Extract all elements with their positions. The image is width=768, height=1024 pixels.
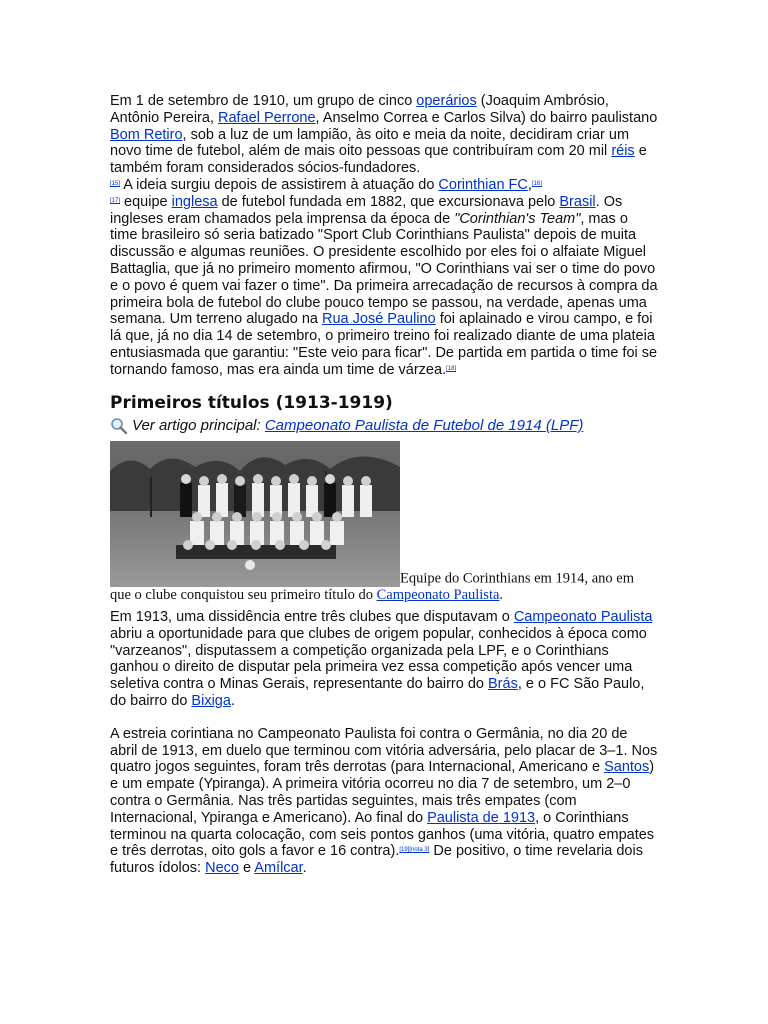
main-article-label: Ver artigo principal:: [132, 417, 261, 435]
link-neco[interactable]: Neco: [205, 860, 239, 877]
magnifier-icon: [110, 417, 128, 435]
text: , o Corinthians terminou na quarta colocação, com seis pontos ganhos (uma vitória, quatro empates e três derrotas, oito gols a favor e 16 contra).: [110, 809, 655, 860]
text: equipe: [120, 193, 172, 210]
photo-caption: Equipe do Corinthians em 1914, ano em que o clube conquistou seu primeiro título do: [110, 570, 634, 603]
text: . Os ingleses eram chamados pela imprensa da época de: [110, 193, 623, 227]
text: , sob a luz de um lampião, às oito e meia da noite, decidiram criar um novo time de futebol, além de mais oito pessoas que contribuíram com 20 mil: [110, 126, 630, 160]
link-rua-jose-paulino[interactable]: Rua José Paulino: [322, 311, 436, 328]
link-bixiga[interactable]: Bixiga: [191, 693, 231, 710]
text: A ideia surgiu depois de assistirem à atuação do: [120, 176, 439, 193]
text: e: [238, 860, 255, 877]
link-brasil[interactable]: Brasil: [559, 193, 596, 210]
reference-16[interactable]: [16]: [531, 180, 542, 187]
link-santos[interactable]: Santos: [604, 759, 650, 776]
reference-15[interactable]: [15]: [110, 180, 121, 187]
section-heading: Primeiros títulos (1913-1919): [110, 392, 393, 413]
text: e também foram considerados sócios-fundadores.: [110, 143, 647, 177]
main-article-link[interactable]: Campeonato Paulista de Futebol de 1914 (LPF): [264, 417, 584, 435]
emphasis-text: "Corinthian's Team": [454, 210, 581, 227]
reference-17[interactable]: [17]: [110, 197, 121, 204]
text: foi aplainado e virou campo, e foi lá que, já no dia 14 de setembro, o primeiro treino foi realizado diante de uma plateia entusiasmada que garantiu: "Este veio para ficar". De partida em partida o time foi se tornando famoso, mas era ainda um time de várzea.: [110, 311, 658, 378]
text: .: [230, 693, 235, 710]
text: , mas o time brasileiro só seria batizado "Sport Club Corinthians Paulista" depois de muita discussão e algumas reuniões. O presidente escolhido por eles foi o alfaiate Miguel Battaglia, que já no primeiro momento afirmou, "O Corinthians vai ser o time do povo e o povo é quem vai fazer o time". Da primeira arrecadação de recursos à compra da primeira bola de futebol do clube pouco tempo se passou, na verdade, apenas uma semana. Um terreno alugado na: [110, 210, 658, 328]
article-content: [110, 93, 658, 877]
text: , Anselmo Correa e Carlos Silva) do bairro paulistano: [315, 109, 658, 126]
main-article-note: [110, 417, 658, 435]
link-campeonato-paulista[interactable]: Campeonato Paulista: [513, 609, 653, 626]
text: , e o FC São Paulo, do bairro do: [110, 676, 645, 710]
team-photo: [110, 441, 400, 587]
photo-figure: [110, 441, 658, 604]
reference-19[interactable]: [19][nota 3]: [399, 847, 430, 854]
text: ,: [527, 176, 532, 193]
text: abriu a oportunidade para que clubes de origem popular, conhecidos à época como "varzeanos", disputassem a competição organizada pela LPF, e o Corinthians ganhou o direito de disputar pela primeira vez essa competição após vencer uma seletiva contra o Minas Gerais, representante do bairro do: [110, 625, 647, 693]
link-reis[interactable]: réis: [611, 143, 635, 160]
text: (Joaquim Ambrósio, Antônio Pereira,: [110, 93, 609, 126]
text: A estreia corintiana no Campeonato Paulista foi contra o Germânia, no dia 20 de abril de 1913, em duelo que terminou com vitória adversária, pelo placar de 3–1. Nos quatro jogos seguintes, foram três derrotas (para Internacional, Americano e: [110, 725, 658, 776]
reference-18[interactable]: [18]: [446, 365, 457, 372]
paragraph-debut: [110, 726, 658, 877]
link-paulista-1913[interactable]: Paulista de 1913: [427, 809, 536, 826]
caption-link-campeonato-paulista[interactable]: Campeonato Paulista: [376, 586, 500, 603]
text: De positivo, o time revelaria dois futuros ídolos:: [110, 843, 643, 877]
text: de futebol fundada em 1882, que excursionava pelo: [217, 193, 560, 210]
text: Em 1913, uma dissidência entre três clubes que disputavam o: [110, 609, 514, 626]
paragraph-1913-entry: [110, 609, 658, 710]
link-bom-retiro[interactable]: Bom Retiro: [110, 126, 183, 143]
link-rafael-perrone[interactable]: Rafael Perrone: [218, 109, 316, 126]
link-bras[interactable]: Brás: [488, 676, 518, 693]
text: .: [499, 586, 504, 603]
link-corinthian-fc[interactable]: Corinthian FC: [438, 176, 528, 193]
link-operarios[interactable]: operários: [416, 93, 477, 109]
text: .: [302, 860, 307, 877]
paragraph-founding: [110, 93, 658, 379]
link-amilcar[interactable]: Amílcar: [254, 860, 303, 877]
link-inglesa[interactable]: inglesa: [171, 193, 218, 210]
text: Em 1 de setembro de 1910, um grupo de cinco: [110, 93, 417, 109]
text: ) e um empate (Ypiranga). A primeira vitória ocorreu no dia 7 de setembro, um 2–0 contra o Germânia. Nas três partidas seguintes, mais três empates (com Internacional, Ypiranga e Americano). Ao final do: [110, 759, 655, 826]
